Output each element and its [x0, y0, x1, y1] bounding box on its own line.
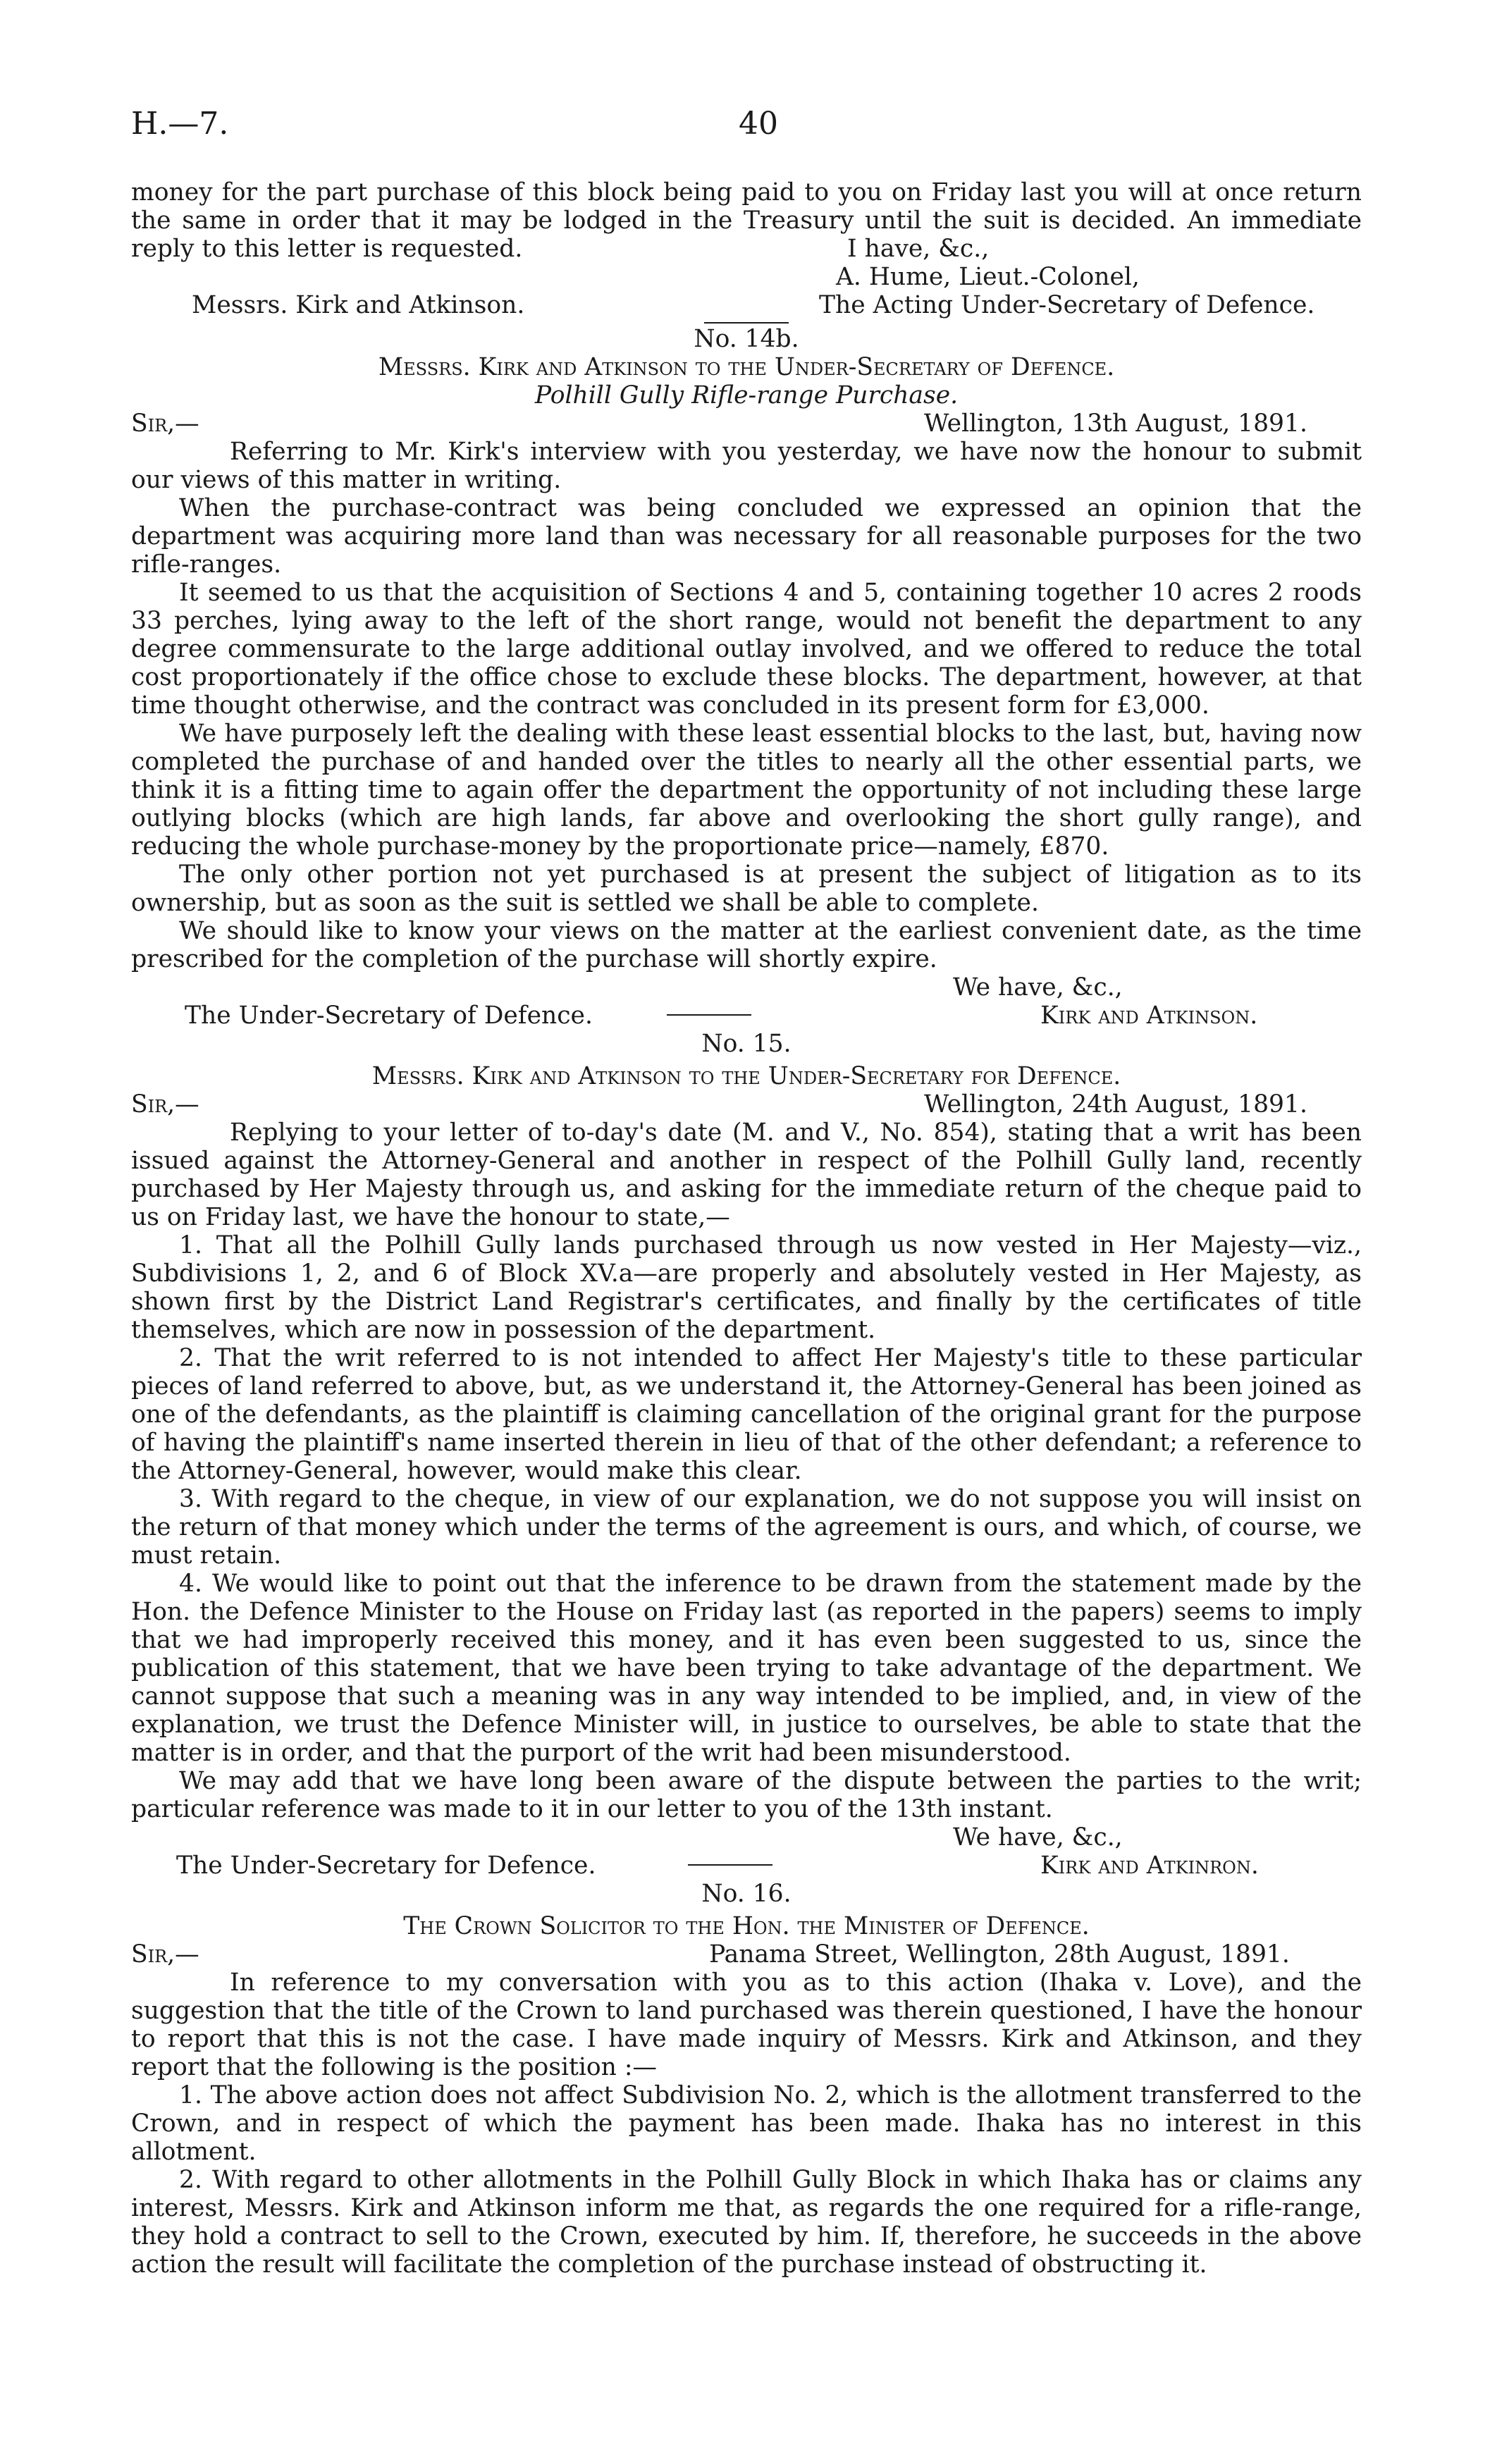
page-number: 40 [739, 106, 778, 142]
addressee: The Under-Secretary for Defence. [176, 1852, 596, 1880]
letter-heading: Messrs. Kirk and Atkinson to the Under-Secretary of Defence. [378, 353, 1115, 381]
paragraph: 4. We would like to point out that the inference to be drawn from the statement made by the Hon. the Defence Minister to the House on Friday last (as reported in the papers) seems to imply that we had improperly received this money, and it has even been suggested to us, since the publication of this statement, that we have been trying to take advantage of the department. We cannot suppose that such a meaning was in any way intended to be implied, and, in view of the explanation, we trust the Defence Minister will, in justice to ourselves, be able to state that the matter is in order, and that the purport of the writ had been misunderstood. [131, 1570, 1362, 1767]
dateline: Wellington, 13th August, 1891. [924, 409, 1307, 438]
document-body [131, 178, 1362, 2279]
paragraph: When the purchase-contract was being concluded we expressed an opinion that the department was acquiring more land than was necessary for all reasonable purposes for the two rifle-ranges. [131, 494, 1362, 579]
paragraph: We have purposely left the dealing with these least essential blocks to the last, but, having now completed the purchase of and handed over the titles to nearly all the other essential parts, we think it is a fitting time to again offer the department the opportunity of not including these large outlying blocks (which are high lands, far above and overlooking the short gully range), and reducing the whole purchase-money by the proportionate price—namely, £870. [131, 720, 1362, 861]
paragraph: We should like to know your views on the matter at the earliest convenient date, as the time prescribed for the completion of the purchase will shortly expire. [131, 917, 1362, 973]
addressee: The Under-Secretary of Defence. [185, 1002, 593, 1030]
dateline: Wellington, 24th August, 1891. [924, 1090, 1307, 1119]
paragraph: 1. The above action does not affect Subdivision No. 2, which is the allotment transferred to the Crown, and in respect of which the payment has been made. Ihaka has no interest in this allotment. [131, 2081, 1362, 2166]
salutation: Sir,— [131, 1090, 199, 1119]
paragraph: money for the part purchase of this block being paid to you on Friday last you will at once return the same in order that it may be lodged in the Treasury until the suit is decided. An immediate reply to this letter is requested. [131, 178, 1362, 263]
divider [688, 1864, 772, 1866]
closing: We have, &c., [953, 1823, 1123, 1852]
letter-heading: The Crown Solicitor to the Hon. the Minister of Defence. [403, 1912, 1090, 1940]
paragraph: 2. That the writ referred to is not intended to affect Her Majesty's title to these particular pieces of land referred to above, but, as we understand it, the Attorney-General has been joined as one of the defendants, as the plaintiff is claiming cancellation of the original grant for the purpose of having the plaintiff's name inserted therein in lieu of that of the other defendant; a reference to the Attorney-General, however, would make this clear. [131, 1344, 1362, 1485]
salutation: Sir,— [131, 409, 199, 438]
paragraph: The only other portion not yet purchased is at present the subject of litigation as to its ownership, but as soon as the suit is settled we shall be able to complete. [131, 861, 1362, 917]
paragraph: 2. With regard to other allotments in the Polhill Gully Block in which Ihaka has or claims any interest, Messrs. Kirk and Atkinson inform me that, as regards the one required for a rifle-range, they hold a contract to sell to the Crown, executed by him. If, therefore, he succeeds in the above action the result will facilitate the completion of the purchase instead of obstructing it. [131, 2166, 1362, 2279]
paragraph: 3. With regard to the cheque, in view of our explanation, we do not suppose you will insist on the return of that money which under the terms of the agreement is ours, and which, of course, we must retain. [131, 1485, 1362, 1570]
letter-number: No. 14b. [694, 325, 799, 353]
paragraph: 1. That all the Polhill Gully lands purchased through us now vested in Her Majesty—viz., Subdivisions 1, 2, and 6 of Block XV.a—are properly and absolutely vested in Her Majesty, as shown first by the District Land Registrar's certificates, and finally by the certificates of title themselves, which are now in possession of the department. [131, 1231, 1362, 1344]
letter-number: No. 16. [701, 1880, 792, 1908]
addressee: Messrs. Kirk and Atkinson. [192, 291, 525, 319]
signer: A. Hume, Lieut.-Colonel, [836, 263, 1140, 291]
letter-subject: Polhill Gully Rifle-range Purchase. [534, 381, 959, 409]
letter-number: No. 15. [701, 1030, 792, 1058]
divider [704, 322, 789, 324]
signer: Kirk and Atkinson. [1040, 1002, 1258, 1030]
closing: We have, &c., [953, 973, 1123, 1002]
signer: Kirk and Atkinron. [1040, 1852, 1259, 1880]
page-header [131, 0, 1362, 141]
divider [667, 1014, 751, 1016]
salutation: Sir,— [131, 1940, 199, 1969]
letter-heading: Messrs. Kirk and Atkinson to the Under-Secretary for Defence. [371, 1062, 1121, 1090]
paragraph: We may add that we have long been aware of the dispute between the parties to the writ; particular reference was made to it in our letter to you of the 13th instant. [131, 1767, 1362, 1823]
document-page [131, 0, 1362, 2279]
dateline: Panama Street, Wellington, 28th August, 1891. [709, 1940, 1290, 1969]
paragraph: Replying to your letter of to-day's date (M. and V., No. 854), stating that a writ has been issued against the Attorney-General and another in respect of the Polhill Gully land, recently purchased by Her Majesty through us, and asking for the immediate return of the cheque paid to us on Friday last, we have the honour to state,— [131, 1119, 1362, 1231]
signer-title: The Acting Under-Secretary of Defence. [819, 291, 1315, 319]
paragraph: In reference to my conversation with you as to this action (Ihaka v. Love), and the suggestion that the title of the Crown to land purchased was therein questioned, I have the honour to report that this is not the case. I have made inquiry of Messrs. Kirk and Atkinson, and they report that the following is the position :— [131, 1969, 1362, 2081]
paragraph: It seemed to us that the acquisition of Sections 4 and 5, containing together 10 acres 2 roods 33 perches, lying away to the left of the short range, would not benefit the department to any degree commensurate to the large additional outlay involved, and we offered to reduce the total cost proportionately if the office chose to exclude these blocks. The department, however, at that time thought otherwise, and the contract was concluded in its present form for £3,000. [131, 579, 1362, 720]
closing: I have, &c., [839, 235, 989, 263]
paragraph: Referring to Mr. Kirk's interview with you yesterday, we have now the honour to submit our views of this matter in writing. [131, 438, 1362, 494]
paper-reference: H.—7. [131, 106, 229, 142]
